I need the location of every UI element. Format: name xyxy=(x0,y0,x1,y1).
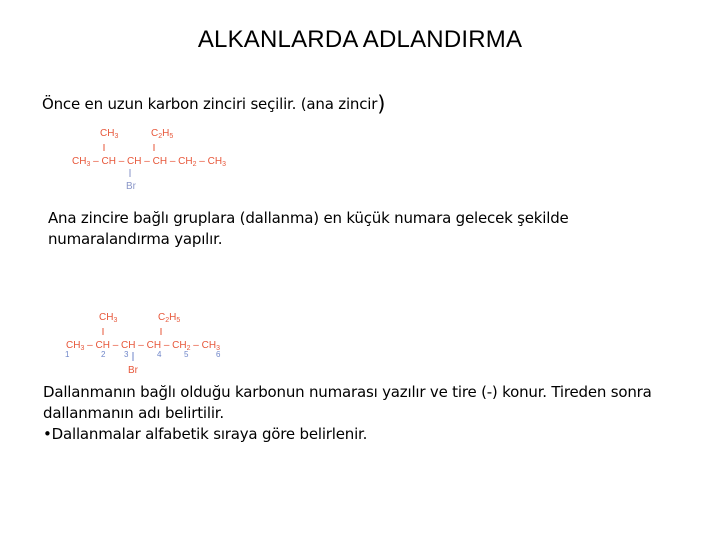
step-1-text xyxy=(42,92,385,115)
formula-2-number-5: 5 xyxy=(184,350,189,359)
formula-2-number-2: 2 xyxy=(101,350,106,359)
step-2-line-2: numaralandırma yapılır. xyxy=(48,230,223,248)
step-1-sentence: Önce en uzun karbon zinciri seçilir. (ana zincir xyxy=(42,95,378,113)
step-3-line-2: dallanmanın adı belirtilir. xyxy=(43,404,224,422)
page-title: ALKANLARDA ADLANDIRMA xyxy=(197,26,523,53)
formula-2-number-6: 6 xyxy=(216,350,221,359)
step-2-text xyxy=(48,208,688,250)
structural-formula-2 xyxy=(58,308,248,378)
formula-2-number-1: 1 xyxy=(65,350,70,359)
formula-2-sub-c2h5: $C_2H_5$ xyxy=(158,312,181,324)
formula-2-main-chain: $CH_3$ – CH – CH – CH – $CH_2 - CH_3$ xyxy=(66,340,220,352)
step-3-text xyxy=(43,382,703,445)
step-1-close-paren: ) xyxy=(377,92,386,116)
formula-1-main-chain: $CH_3$ – CH – CH – CH – $CH_2 - CH_3$ xyxy=(72,156,226,168)
step-3-bullet: •Dallanmalar alfabetik sıraya göre belirlenir. xyxy=(43,425,368,443)
step-2-line-1: Ana zincire bağlı gruplara (dallanma) en küçük numara gelecek şekilde xyxy=(48,209,569,227)
formula-2-sub-br: Br xyxy=(128,365,138,376)
formula-2-sub-ch3: $CH_3$ xyxy=(99,312,118,324)
formula-2-number-4: 4 xyxy=(157,350,162,359)
structural-formula-1 xyxy=(62,126,242,192)
formula-2-number-3: 3 xyxy=(124,350,129,359)
formula-1-sub-c2h5: $C_2H_5$ xyxy=(151,128,174,140)
step-3-line-1: Dallanmanın bağlı olduğu karbonun numarası yazılır ve tire (-) konur. Tireden sonra xyxy=(43,383,652,401)
formula-1-sub-ch3: $CH_3$ xyxy=(100,128,119,140)
formula-1-sub-br: Br xyxy=(126,181,136,192)
